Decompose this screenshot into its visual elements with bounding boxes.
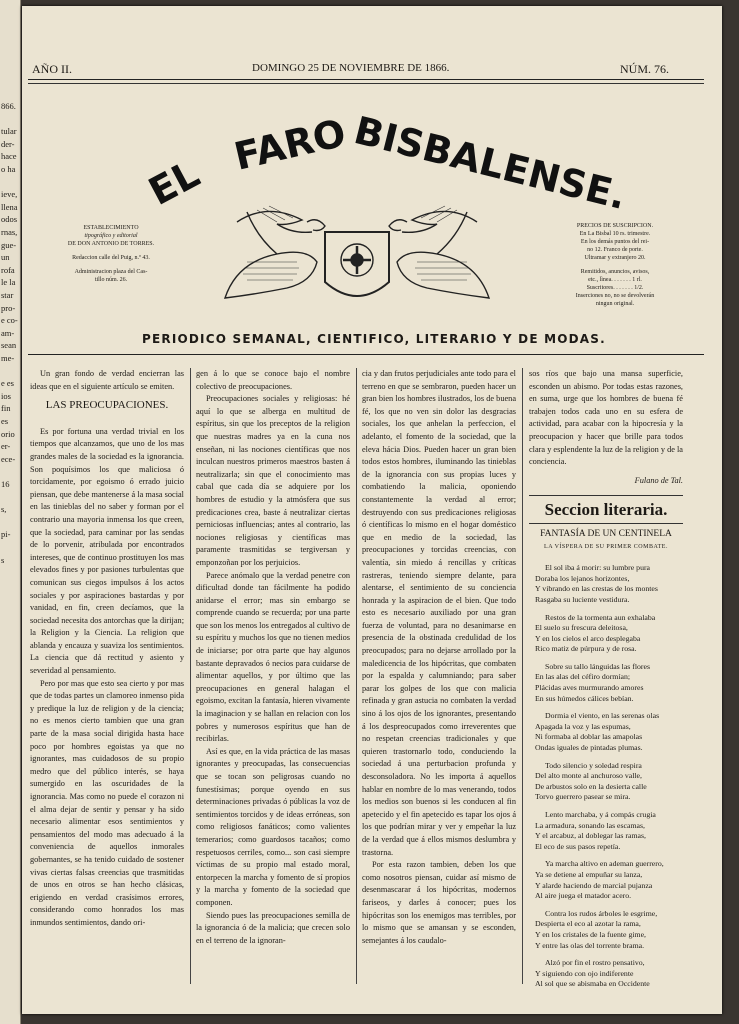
col3-paragraph: Por esta razon tambien, deben los que como nosotros piensan, cuidar así mismo de desenmascarar á los hipócritas, modernos fariseos, y darles á conocer; pues los hipócritas son los enemigos mas terribles, por lo mismo que se amansan y se esconden, semejantes á los caudalo- bbox=[362, 860, 516, 945]
poem-line: El suelo su frescura deleitosa, bbox=[535, 623, 628, 633]
poem-line: Rasgaba su luciente vestidura. bbox=[535, 594, 630, 604]
publisher-title: ESTABLECIMIENTO bbox=[83, 225, 139, 231]
price-line: etc., lìnea. . . . . . . 1 rl. bbox=[588, 277, 642, 283]
column-divider bbox=[356, 368, 357, 984]
price-line: Inserciones no, no se devolverán bbox=[575, 293, 655, 299]
poem-line: El eco de sus pasos repetía. bbox=[535, 841, 621, 851]
price-line: Remitidos, anuncios, avisos, bbox=[580, 269, 650, 275]
poem-line: Dormia el viento, en las serenas olas bbox=[545, 711, 660, 721]
poem-line: Lento marchaba, y á compás crugia bbox=[545, 810, 656, 819]
prev-page-fragment: tular bbox=[1, 126, 17, 137]
poem-line: Ni formaba al doblar las amapolas bbox=[535, 732, 643, 742]
poem-line: Ya marcha altivo en ademan guerrero, bbox=[545, 859, 664, 869]
griffins-shield-emblem bbox=[217, 202, 497, 314]
redaccion-address: Redaccion calle del Puig, n.º 43. bbox=[72, 255, 150, 261]
poem-line: Ya se detiene al empuñar su lanza, bbox=[535, 869, 643, 879]
prev-page-fragment: sean bbox=[1, 340, 17, 351]
literary-section-title: Seccion literaria. bbox=[544, 500, 668, 520]
poem-stanza bbox=[535, 958, 683, 990]
col2-paragraph: Preocupaciones sociales y religiosas: hé aquí lo que se alberga en multitud de espíritus, sin que los preceptos de la religion que nuestras madres ya en la cuna nos enseñan, ni las nociones científicas que nos inculcan nuestros primeros maestros basten á neutralizarla; sin que el conocimiento mas cabal que cada día se adquiere por los hombres de estudio y la atmósfera que sus predicaciones crea, baste á neutralizar ciertas perniciosas influencias; antes al contrario, las nociones religiosas y científicas mas paramente trasmitidas se tergiversan y emponzoñan por los perjuicios. bbox=[196, 394, 350, 567]
poem-line: Ondas iguales de pintadas plumas. bbox=[535, 743, 643, 753]
prev-page-fragment: le la bbox=[1, 277, 16, 288]
poem-line: Rico matiz de púrpura y de rosa. bbox=[535, 644, 637, 654]
publisher-info bbox=[56, 224, 166, 284]
poem-title: FANTASÍA DE UN CENTINELA bbox=[540, 528, 672, 539]
poem-line: Y entre las olas del torrente brama. bbox=[535, 940, 645, 950]
article-column-3 bbox=[362, 368, 516, 947]
prev-page-fragment: der- bbox=[1, 138, 15, 149]
section-rule bbox=[529, 495, 683, 496]
prev-page-fragment: rnas, bbox=[1, 227, 18, 237]
poem-line: Despierta el eco al azotar la rama, bbox=[535, 919, 641, 929]
poem-stanza bbox=[535, 563, 683, 605]
prev-page-fragment: s, bbox=[1, 504, 7, 515]
prev-page-fragment: am- bbox=[1, 327, 15, 338]
poem-body bbox=[529, 563, 683, 990]
prev-page-fragment: es bbox=[1, 416, 9, 426]
poem-line: Plácidas aves murmurando amores bbox=[535, 683, 644, 693]
poem-line: Contra los rudos árboles le esgrime, bbox=[545, 908, 658, 918]
column-divider bbox=[190, 368, 191, 984]
prev-page-fragment: o ha bbox=[1, 164, 16, 174]
publisher-line1: tipográfico y editorial bbox=[84, 233, 138, 239]
poem-line: De arbustos solo en la desierta calle bbox=[535, 781, 647, 791]
prev-page-fragment: s bbox=[1, 554, 5, 565]
poem-stanza bbox=[535, 859, 683, 901]
col3-paragraph: cia y dan frutos perjudiciales ante todo para el terreno en que se sembraron, pueden hacer un gran bien los hombres ilustrados, los de buena fé, los que no ven sin dolor las desgracias sociales, los que anhelan la perfeccion, el adelanto, el fomento de la sociedad, que la eleva hácia Dios. Pueden hacer un gran bien todos estos hombres, iluminando las tinieblas de la ignorancia con sus propias luces y combatiendo la malicia, oponiendo constantemente la verdad al error; destruyendo con sus predicaciones religiosas ó científicas lo mismo en el hogar doméstico que en medio de la sociedad, las preocupaciones y torcidas creencias, con valentía, sin miedo á rencillas y críticas rastreras, teniendo siempre delante, para alentarse, el sentimiento de su conciencia honrada y la aspiracion de el bien. Que todo esto es necesario auxiliado por una gran fuerza de voluntad, para no desanimarse en presencia de la obstinada credulidad de los preocupados; para no dejarse arrollado por la maledicencia de los hipócritas, que combaten por la espalda y calumniando; para saber parar los golpes de los que con malicia refinada y gran astucia no combaten la verdad sino á los ojos de los ignorantes, presentando á los despreocupados como irreverentes que no respetan creencias tradicionales y que quieren trastornarlo todo, conduciendo la sociedad á una perturbacion profunda y desconsoladora. No les importa á aquellos hablar en nombre de lo mas venerando, todos los medios son buenos si les conducen al fin apetecido y el fin apetecido es tapar los ojos á los que podrían mirar y ver y empeñar la luz de la verdad que á ellos mismos deslumbra y trastorna. bbox=[362, 369, 516, 857]
prev-page-fragment: gue- bbox=[1, 239, 17, 250]
poem-line: Y en los cristales de la fuente gime, bbox=[535, 929, 646, 939]
poem-line: Y siguiendo con ojo indiferente bbox=[535, 968, 634, 978]
article-intro: Un gran fondo de verdad encierran las ideas que en el siguiente artículo se emiten. bbox=[30, 369, 184, 391]
subscription-prices bbox=[565, 222, 665, 308]
prev-page-fragment: orio bbox=[1, 428, 15, 439]
col2-paragraph: gen á lo que se conoce bajo el nombre colectivo de preocupaciones. bbox=[196, 369, 350, 391]
col2-paragraph: Parece anómalo que la verdad penetre con dificultad donde tan fácilmente ha podido anidarse el error; mas sin embargo se comprende cuando se recuerda; por una parte que son los menos los entregados al cultivo de su espíritu y muchos los que no tienen medios de iniciarse; por otra parte que hay algunos bastante depravados ó necios para cuidarse de alimentar aquellos, y por último que las preocupaciones en general halagan el egoismo, excitan la fantasía, hieren vivamente la imaginacion y se hallan en relacion con los pobres y numerosos espíritus que han de recibirlas. bbox=[196, 570, 350, 744]
article-title: LAS PREOCUPACIONES. bbox=[45, 399, 169, 412]
issue-number: NÚM. 76. bbox=[620, 62, 670, 76]
prev-page-fragment: ieve, bbox=[1, 189, 18, 200]
col4-paragraph: sos ríos que bajo una mansa superficie, esconden un abismo. Por todas estas razones, en suma, urge que los hombres de buena fé trabajen todos cada uno en su esfera de actividad, para acabar con la hipocresía y la preocupacion y hacer que brille para todos clara y esplendente la luz de la religion y de la conciencia. bbox=[529, 369, 683, 467]
prev-page-fragment: rofa bbox=[1, 264, 15, 275]
column-divider bbox=[522, 368, 523, 984]
prev-page-fragment: ios bbox=[1, 390, 11, 401]
price-line: En La Bisbal 10 rs. trimestre. bbox=[579, 231, 651, 237]
article-column-4 bbox=[529, 368, 683, 997]
article-signature: Fulano de Tal. bbox=[634, 475, 683, 485]
prev-page-fragment: e es bbox=[1, 378, 14, 389]
poem-stanza bbox=[535, 810, 683, 852]
poem-stanza bbox=[535, 711, 683, 753]
price-line: ningun original. bbox=[595, 301, 635, 307]
title-word-bisbalense: BISBALENSE. bbox=[349, 108, 631, 219]
masthead-subtitle: PERIODICO SEMANAL, CIENTIFICO, LITERARIO Y DE MODAS. bbox=[142, 332, 606, 346]
prev-page-fragment: me- bbox=[1, 353, 15, 363]
prev-page-fragment: 866. bbox=[1, 101, 16, 111]
price-line: Ultramar y extranjero 20. bbox=[584, 255, 646, 261]
price-line: Suscritores. . . . . . . 1/2. bbox=[586, 285, 644, 291]
section-rule bbox=[529, 523, 683, 524]
prev-page-fragment: fin bbox=[1, 403, 11, 414]
header-rule bbox=[28, 79, 704, 80]
poem-line: En las alas del céfiro dormían; bbox=[535, 672, 631, 682]
article-column-2 bbox=[196, 368, 350, 947]
col1-paragraph: Es por fortuna una verdad trivial en los tiempos que alcanzamos, que uno de los mas grandes males de la sociedad es la ignorancia. Son poquísimos los que maliciosa ó torcidamente, por egoismo ó errado juicio piensan, que debe mantenerse á la masa social en las tinieblas del no saber y forman por el contrario una mayoria inmensa los que creen, que la sociedad, para caminar por las sendas de lo porvenir, atribulada por encontrados intereses, que de continuo prostituyen los mas elevados fines y por pasiones turbulentas que comunican sus ciegos impulsos á los actos sociales y por aspiraciones bastardas y por vanidad, en fin, creen decíamos, que la sociedad necesita dos antorchas que la dirijan; la Religion y la Ciencia. La religion que ablanda y encauza y suaviza los sentimientos. La ciencia que dá rectitud y asiento y severidad al pensamiento. bbox=[30, 426, 184, 676]
year-label: AÑO II. bbox=[32, 62, 72, 76]
prev-page-fragment: hace bbox=[1, 151, 17, 162]
prev-page-fragment: un bbox=[1, 252, 10, 263]
poem-stanza bbox=[535, 909, 683, 951]
poem-line: Y en los cielos el arco desplegaba bbox=[535, 633, 641, 643]
prev-page-fragment: 16 bbox=[1, 479, 10, 489]
prev-page-fragment: e co- bbox=[1, 315, 18, 326]
prev-page-fragment: llena bbox=[1, 201, 18, 212]
col2-paragraph: Así es que, en la vida práctica de las masas ignorantes y preocupadas, las consecuencias que se tocan son peligrosas cuando no funestísimas; porque oyendo en sus determinaciones privadas ó públicas la voz de sentimientos torcidos y de ideas erróneas, son como religiosos fanáticos; como valientes temerarios; como guardosos tacaños; como respetuosos cerriles, como... son casi siempre víctimas de su propio mal estado moral, entorpecen la marcha y fomento de sí propios y la marcha y fomento de la sociedad que componen. bbox=[196, 746, 350, 907]
poem-line: Alzó por fin el rostro pensativo, bbox=[545, 958, 645, 968]
poem-line: Torvo guerrero pasear se mira. bbox=[535, 792, 631, 802]
title-word-faro: FARO bbox=[230, 110, 350, 179]
poem-line: Doraba los lejanos horizontes, bbox=[535, 573, 630, 583]
poem-stanza bbox=[535, 761, 683, 803]
admin-address: Administracion plaza del Cas- tillo núm. 26. bbox=[74, 269, 148, 283]
prev-page-fragment: odos bbox=[1, 214, 18, 225]
poem-line: Y el arcabuz, al doblegar las ramas, bbox=[535, 831, 646, 841]
article-column-1 bbox=[30, 368, 184, 930]
poem-line: Y vibrando en las crestas de los montes bbox=[535, 584, 658, 594]
poem-line: Apagada la voz y las espumas, bbox=[535, 721, 631, 731]
poem-line: En sus húmedos cálices bebían. bbox=[535, 693, 634, 703]
prev-page-fragment: er- bbox=[1, 441, 11, 452]
poem-stanza bbox=[535, 662, 683, 704]
poem-line: La armadura, sonando las escamas, bbox=[535, 820, 645, 830]
poem-line: Sobre su tallo lánguidas las flores bbox=[545, 661, 651, 671]
date-label: DOMINGO 25 DE NOVIEMBRE DE 1866. bbox=[252, 62, 450, 74]
header-rule-thin bbox=[28, 83, 704, 84]
prev-page-fragment: pi- bbox=[1, 529, 11, 540]
poem-subtitle: LA VÍSPERA DE SU PRIMER COMBATE. bbox=[544, 543, 668, 550]
col1-paragraph: Pero por mas que esto sea cierto y por mas que de todas partes un clamoreo inmenso pida y predique la luz de religion y de la ciencia; no es menos cierto tambien que una gran parte de la masa social dirigida hasta hace poco por hombres egoistas ya que no ignorantes, mas cuidadosos de su propio medro que del público interés, se haya sumergido en las oscuridades de la ignorancia. Mas como no puede el corazon ni el alma dejar de sentir y pensar y ha sido necesario alimentar esos sentimientos y pensamientos del modo mas adecuado á la conveniencia de aquellos inmorales gobernantes, se ha tenido cuidado de sostener vivas ciertas falsas creencias que trasmitidas de unos en otros se han hecho clásicas, erigiendo en verdad crasísimos errores, considerando como honrados los mas inmundos sentimientos, dando ori- bbox=[30, 678, 184, 927]
title-word-el: EL bbox=[141, 151, 207, 214]
poem-line: Del alto monte al anchuroso valle, bbox=[535, 771, 642, 781]
col2-paragraph: Siendo pues las preocupaciones semilla de la ignorancia ó de la malicia; que crecen solo en el terreno de la ignoran- bbox=[196, 910, 350, 945]
prices-title: PRECIOS DE SUSCRIPCION. bbox=[576, 223, 654, 229]
poem-line: Al sol que se abismaba en Occidente bbox=[535, 979, 650, 989]
subtitle-rule bbox=[28, 354, 704, 355]
price-line: no 12. Franco de porte. bbox=[587, 247, 643, 253]
poem-line: Y alarde haciendo de marcial pujanza bbox=[535, 880, 653, 890]
prev-page-fragment: pro- bbox=[1, 302, 16, 313]
price-line: En los demás puntos del rei- bbox=[580, 239, 650, 245]
poem-line: El sol iba á morir: su lumbre pura bbox=[545, 563, 651, 573]
poem-stanza bbox=[535, 613, 683, 655]
newspaper-page bbox=[22, 6, 722, 1014]
poem-line: Todo silencio y soledad respira bbox=[545, 760, 642, 770]
prev-page-fragment: star bbox=[1, 290, 14, 300]
poem-line: Restos de la tormenta aun exhalaba bbox=[545, 612, 656, 622]
poem-line: Al aire juega el matador acero. bbox=[535, 891, 632, 901]
previous-page-edge bbox=[0, 0, 21, 1024]
prev-page-fragment: ece- bbox=[1, 453, 16, 464]
publisher-line2: DE DON ANTONIO DE TORRES. bbox=[67, 241, 155, 247]
